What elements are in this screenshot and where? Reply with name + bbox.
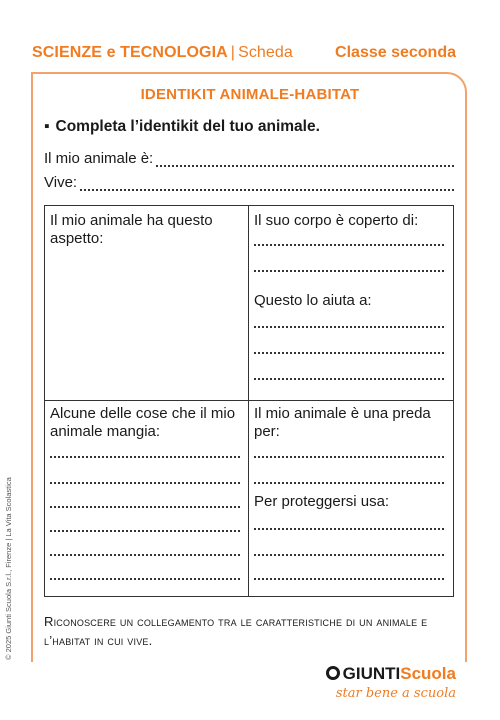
- answer-line[interactable]: [254, 456, 444, 458]
- answer-line[interactable]: [254, 352, 444, 354]
- worksheet-title: IDENTIKIT ANIMALE-HABITAT: [140, 86, 360, 103]
- answer-line[interactable]: [50, 578, 240, 580]
- grid-horizontal-divider: [44, 400, 454, 401]
- food-prompt: Alcune delle cose che il mio animale mangia:: [50, 405, 236, 440]
- logo-slogan: star bene a scuola: [335, 686, 456, 701]
- learning-objective: Riconoscere un collegamento tra le caratteristiche di un animale e l’habitat in cui vive.: [44, 614, 428, 648]
- grade-label: Classe seconda: [335, 44, 456, 61]
- instruction-text: Completa l’identikit del tuo animale.: [55, 118, 320, 135]
- answer-line[interactable]: [254, 482, 444, 484]
- instruction: [44, 118, 320, 136]
- logo-brand-main: GIUNTI: [342, 664, 401, 683]
- giunti-g-icon: [326, 666, 340, 680]
- answer-line[interactable]: [254, 326, 444, 328]
- animal-name-field[interactable]: [44, 150, 454, 167]
- page-header: [32, 44, 456, 68]
- answer-line[interactable]: [50, 456, 240, 458]
- grid-vertical-divider: [248, 205, 249, 597]
- answer-line[interactable]: [254, 578, 444, 580]
- answer-line[interactable]: [254, 378, 444, 380]
- animal-name-label: Il mio animale è:: [44, 150, 154, 167]
- answer-line[interactable]: [50, 506, 240, 508]
- lives-field[interactable]: [44, 174, 454, 191]
- answer-line[interactable]: [50, 554, 240, 556]
- helps-prompt: Questo lo aiuta a:: [254, 292, 372, 309]
- subject-name: SCIENZE e TECNOLOGIA: [32, 44, 228, 61]
- header-separator: |: [230, 44, 236, 61]
- answer-line[interactable]: [254, 270, 444, 272]
- publisher-logo: [326, 664, 456, 701]
- subject-header: [32, 44, 293, 62]
- logo-brand: [326, 664, 456, 684]
- answer-line[interactable]: [50, 530, 240, 532]
- lives-label: Vive:: [44, 174, 78, 191]
- logo-brand-accent: Scuola: [400, 664, 456, 683]
- sheet-kind: Scheda: [238, 44, 293, 61]
- answer-line[interactable]: [254, 528, 444, 530]
- answer-line[interactable]: [254, 554, 444, 556]
- animal-name-line[interactable]: [156, 151, 454, 167]
- body-covering-prompt: Il suo corpo è coperto di:: [254, 212, 419, 229]
- prey-prompt: Il mio animale è una preda per:: [254, 405, 431, 440]
- appearance-drawing-area[interactable]: [50, 250, 240, 394]
- protection-prompt: Per proteggersi usa:: [254, 493, 390, 510]
- appearance-prompt: Il mio animale ha questo aspetto:: [50, 212, 213, 247]
- answer-line[interactable]: [254, 244, 444, 246]
- bullet-icon: ▪: [44, 118, 50, 135]
- answer-line[interactable]: [50, 482, 240, 484]
- lives-line[interactable]: [80, 175, 454, 191]
- copyright-notice: © 2025 Giunti Scuola S.r.l., Firenze | La Vita Scolastica: [4, 477, 13, 660]
